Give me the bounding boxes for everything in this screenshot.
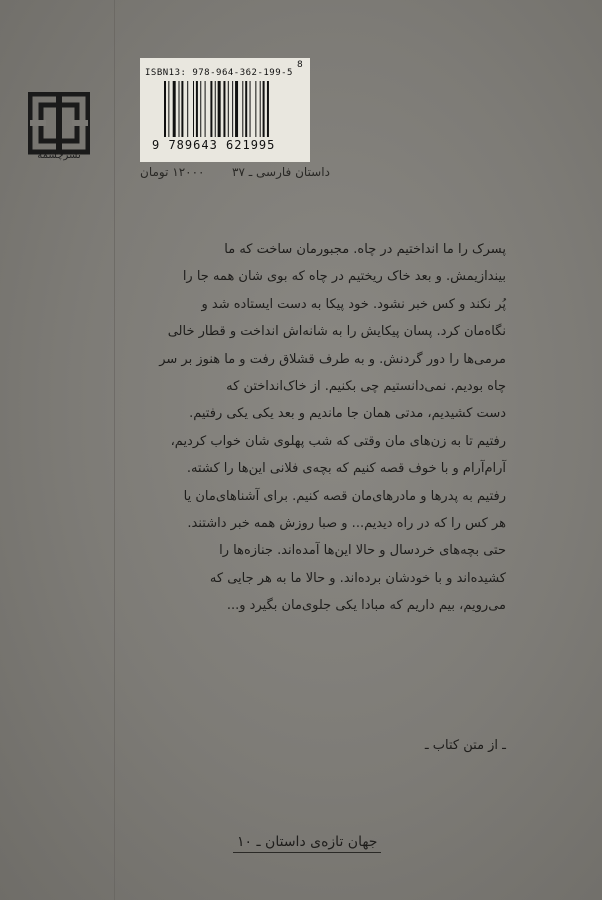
excerpt-line: هر کس را که در راه دیدیم... و صبا روزش همه خبر داشتند. <box>187 516 506 532</box>
excerpt-line: می‌رویم، بیم داریم که مبادا یکی جلوی‌مان بگیرد و... <box>226 598 506 614</box>
book-excerpt <box>96 236 506 620</box>
excerpt-line: نگاه‌مان کرد. پسان پیکایش را به شانه‌اش انداخت و قطار خالی <box>167 324 506 340</box>
isbn-text: ISBN13: 978-964-362-199-5 <box>145 68 293 78</box>
excerpt-line: دست کشیدیم، مدتی همان جا ماندیم و بعد یکی یکی رفتیم. <box>189 406 506 422</box>
excerpt-line: آرام‌آرام و با خوف قصه کنیم که بچه‌ی فلانی این‌ها را کشته. <box>186 461 506 477</box>
excerpt-line: پُر نکند و کس خبر نشود. خود پیکا به دست ایستاده شد و <box>201 296 506 312</box>
series-footer: جهان تازه‌ی داستان ـ ۱۰ <box>233 834 381 853</box>
excerpt-line: پسرک را ما انداختیم در چاه. مجبورمان ساخت که ما <box>224 242 506 257</box>
excerpt-line: رفتیم به پدرها و مادرهای‌مان قصه کنیم. برای آشناهای‌مان یا <box>183 488 506 504</box>
barcode-number: 9 789643 621995 <box>152 138 276 152</box>
excerpt-line: بیندازیمش. و بعد خاک ریختیم در چاه که بوی شان همه جا را <box>182 269 506 285</box>
excerpt-line: کشیده‌اند و با خودشان برده‌اند. و حالا ما به هر جایی که <box>209 570 506 586</box>
excerpt-source: ـ از متن کتاب ـ <box>424 738 506 753</box>
excerpt-line: رفتیم تا به زن‌های مان وقتی که شب پهلوی شان خواب کردیم، <box>170 433 506 449</box>
excerpt-line: حتی بچه‌های خردسال و حالا این‌ها آمده‌اند. جنازه‌ها را <box>219 543 506 559</box>
price-label: ۱۲۰۰۰ تومان <box>140 165 205 179</box>
publisher-name: نشرچشمه <box>37 150 81 161</box>
barcode-bars <box>164 81 300 137</box>
excerpt-line: چاه بودیم. نمی‌دانستیم چی بکنیم. از خاک‌انداختن که <box>226 379 506 395</box>
excerpt-line: مرمی‌ها را دور گردنش. و به طرف قشلاق رفت و ما هنوز بر سر <box>159 351 506 367</box>
barcode-mark: 8 <box>297 60 303 70</box>
series-label: داستان فارسی ـ ۳۷ <box>232 165 330 179</box>
